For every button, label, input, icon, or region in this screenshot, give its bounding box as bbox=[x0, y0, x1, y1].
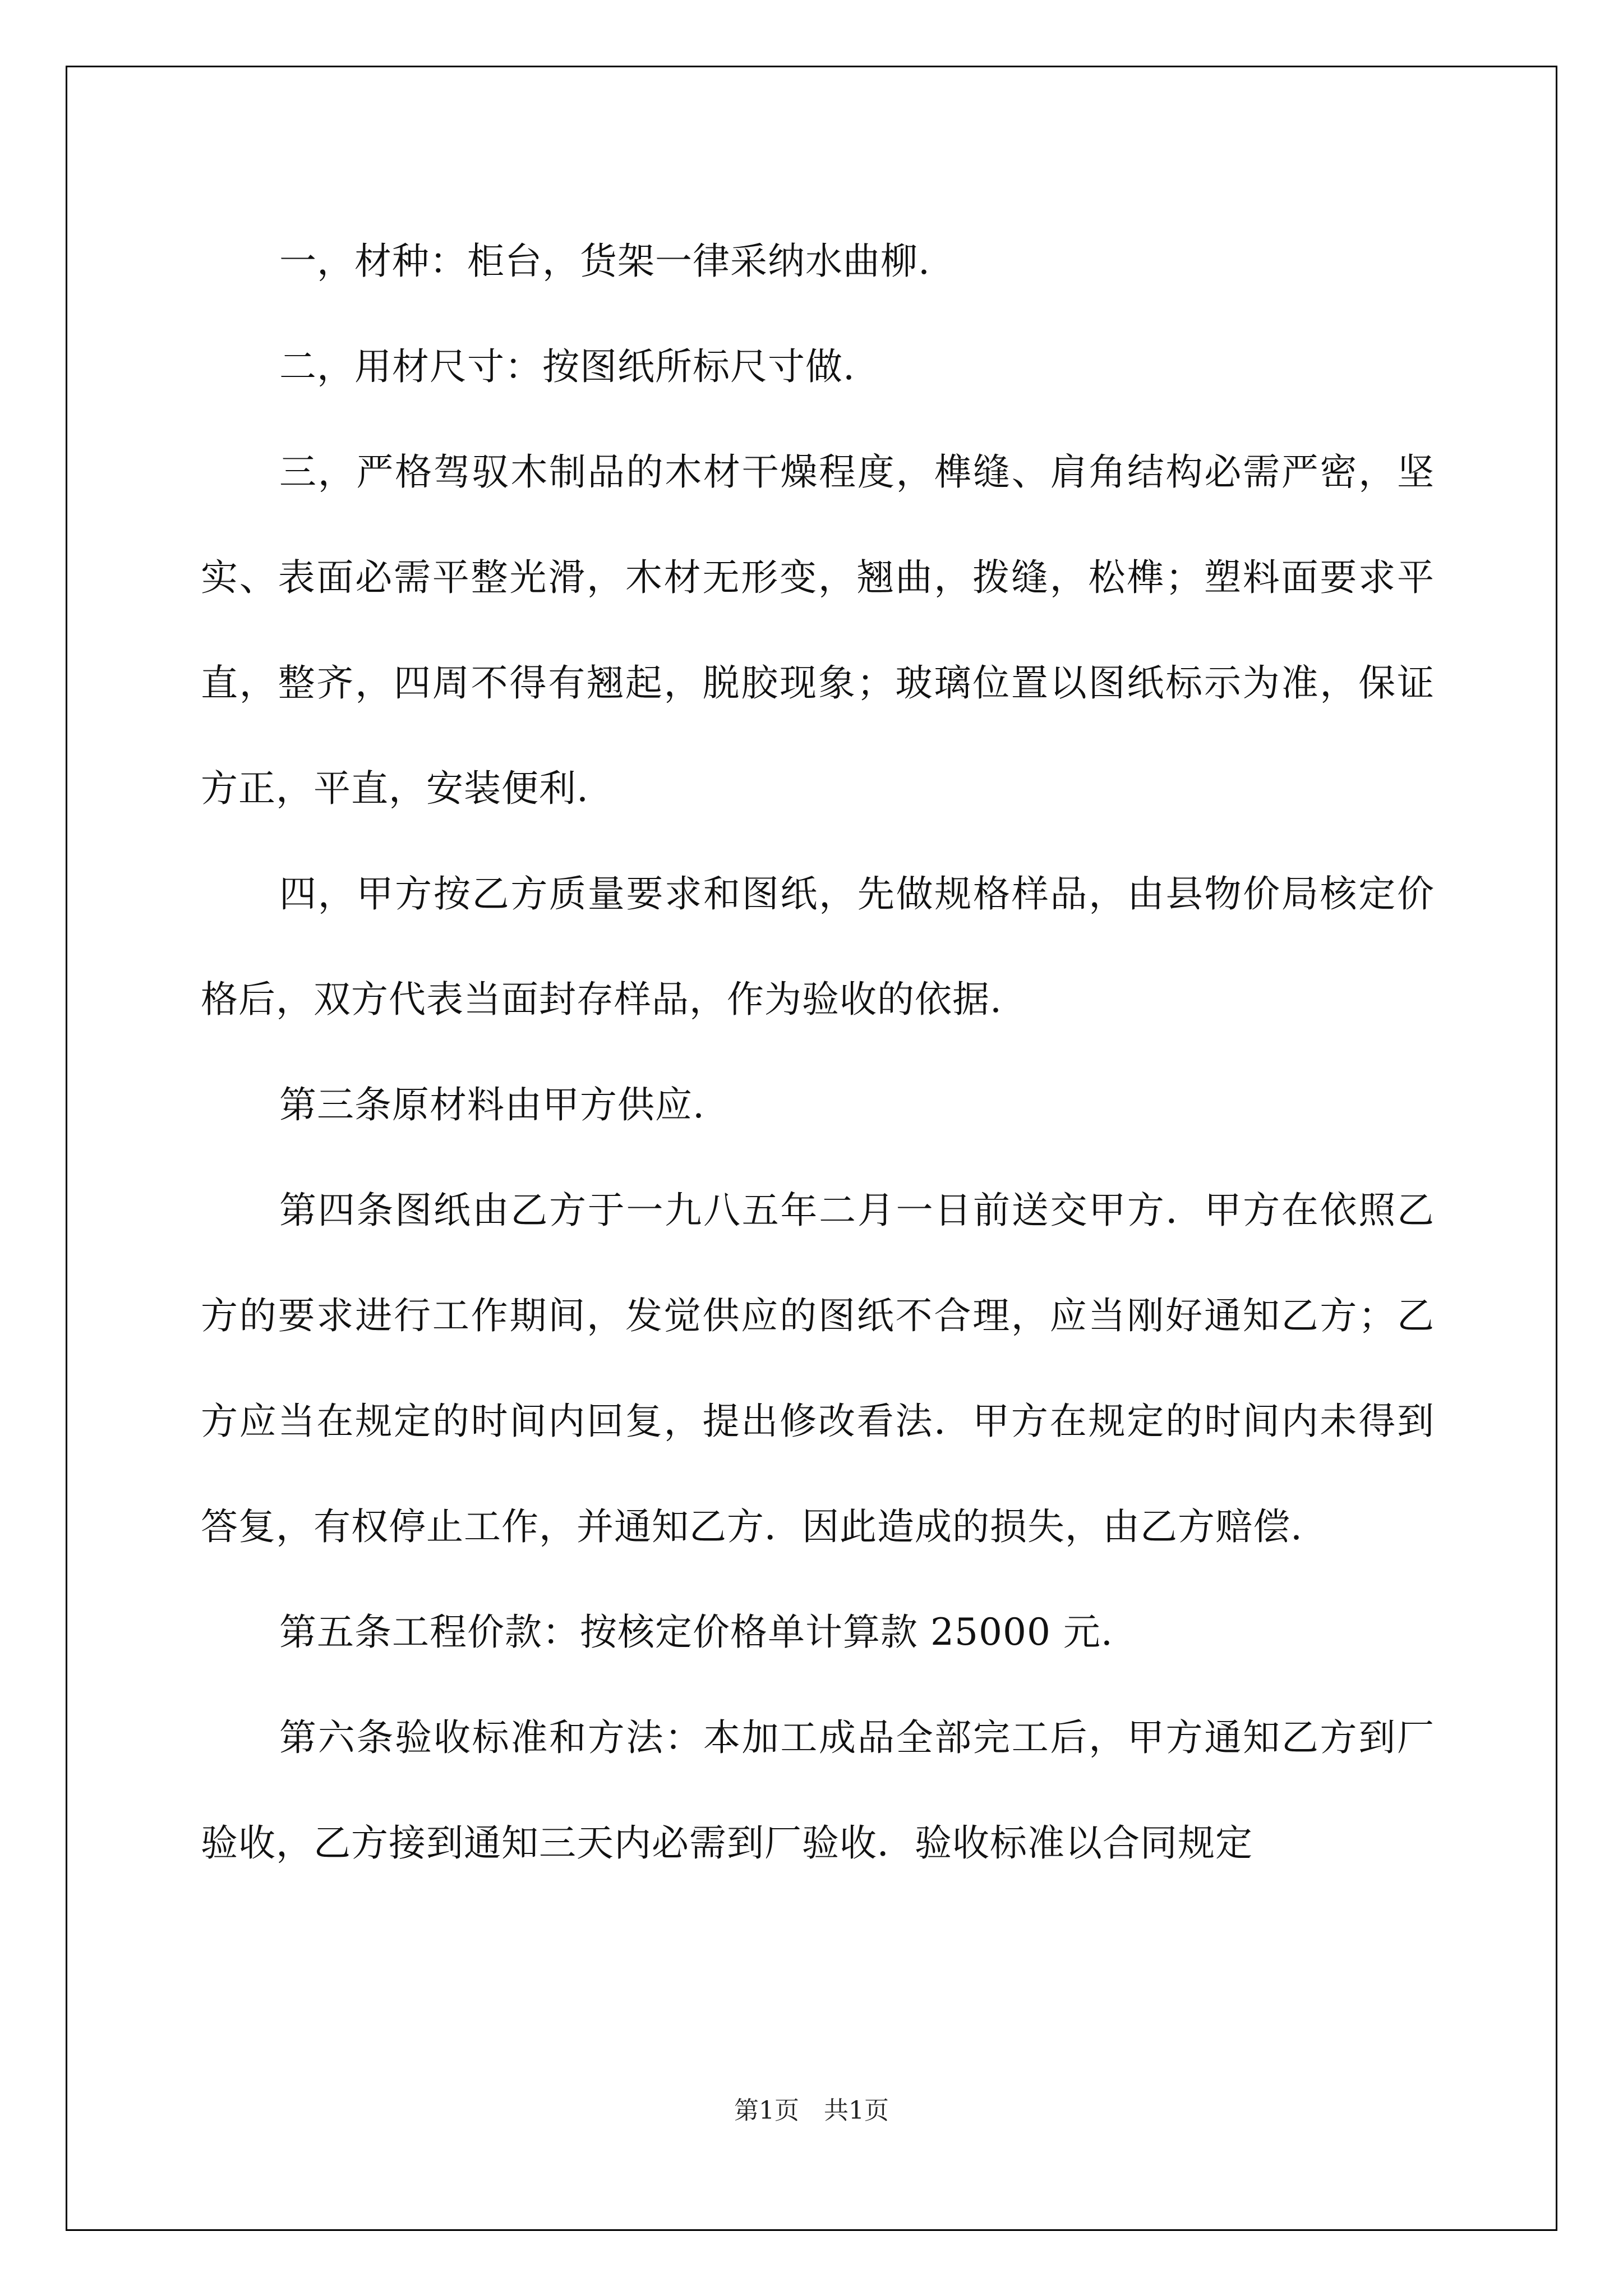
paragraph-article-4: 第四条图纸由乙方于一九八五年二月一日前送交甲方．甲方在依照乙方的要求进行工作期间，发觉供应的图纸不合理，应当刚好通知乙方；乙方应当在规定的时间内回复，提出修改看法．甲方在规定的时间内未得到答复，有权停止工作，并通知乙方．因此造成的损失，由乙方赔偿. bbox=[201, 1189, 1435, 1548]
paragraph-material-type: 一，材种：柜台，货架一律采纳水曲柳. bbox=[279, 240, 930, 283]
document-body bbox=[201, 209, 1435, 1896]
page-footer: 第1页 共1页 bbox=[734, 2096, 889, 2125]
paragraph-quality-control: 三，严格驾驭木制品的木材干燥程度，榫缝、肩角结构必需严密，坚实、表面必需平整光滑，木材无形变，翘曲，拨缝，松榫；塑料面要求平直，整齐，四周不得有翘起，脱胶现象；玻璃位置以图纸标示为准，保证方正，平直，安装便利. bbox=[201, 450, 1435, 810]
paragraph-sample: 四，甲方按乙方质量要求和图纸，先做规格样品，由县物价局核定价格后，双方代表当面封存样品，作为验收的依据. bbox=[201, 872, 1435, 1021]
paragraph-article-6: 第六条验收标准和方法：本加工成品全部完工后，甲方通知乙方到厂验收，乙方接到通知三天内必需到厂验收．验收标准以合同规定 bbox=[201, 1716, 1435, 1865]
paragraph-article-3: 第三条原材料由甲方供应. bbox=[279, 1083, 705, 1126]
paragraph-material-size: 二，用材尺寸：按图纸所标尺寸做. bbox=[279, 345, 855, 388]
paragraph-article-5: 第五条工程价款：按核定价格单计算款 25000 元. bbox=[279, 1611, 1113, 1654]
